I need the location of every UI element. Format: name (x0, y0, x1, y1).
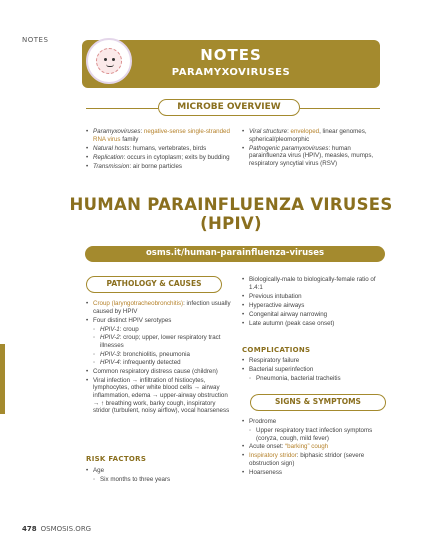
serotype-item: ◦ HPIV-2: croup; upper, lower respiratory tract illnesses (86, 334, 232, 349)
complication-item: • Respiratory failure (242, 357, 388, 365)
serotype-item: ◦ HPIV-1: croup (86, 326, 232, 334)
side-label: NOTES (22, 36, 49, 44)
divider-line (300, 108, 380, 109)
risk-item: • Biologically-male to biologically-female ratio of 1.4:1 (242, 276, 388, 291)
overview-right-list (242, 128, 388, 169)
complications-list (242, 357, 388, 384)
complication-item: • Bacterial superinfection (242, 366, 388, 374)
overview-item: • Pathogenic paramyxoviruses: human parainfluenza virus (HPIV), measles, mumps, respiratory syncytial virus (RSV) (242, 145, 388, 168)
page-number: 478 (22, 525, 37, 533)
complications-header: COMPLICATIONS (242, 346, 311, 354)
sign-item: • Acute onset: “barking” cough (242, 443, 388, 451)
footer-site: OSMOSIS.ORG (40, 525, 92, 533)
risk-sub-item: ◦ Six months to three years (86, 476, 232, 484)
overview-item: • Viral structure: enveloped, linear genomes, spherical/pleomorphic (242, 128, 388, 143)
side-accent-bar (0, 344, 5, 414)
sign-item: • Hoarseness (242, 469, 388, 477)
sign-sub-item: ◦ Upper respiratory tract infection symptoms (coryza, cough, mild fever) (242, 427, 388, 442)
page-title: HUMAN PARAINFLUENZA VIRUSES (HPIV) (69, 195, 393, 233)
risk-factors-header: RISK FACTORS (86, 455, 147, 463)
complication-sub-item: ◦ Pneumonia, bacterial tracheitis (242, 375, 388, 383)
header-subtitle: PARAMYXOVIRUSES (171, 67, 291, 78)
signs-list (242, 418, 388, 478)
risk-item: • Late autumn (peak case onset) (242, 320, 388, 328)
signs-symptoms-header: SIGNS & SYMPTOMS (250, 394, 386, 411)
divider-line (86, 108, 158, 109)
pathology-header: PATHOLOGY & CAUSES (86, 276, 222, 293)
risk-item: • Hyperactive airways (242, 302, 388, 310)
pathology-item: • Common respiratory distress cause (children) (86, 368, 232, 376)
pathology-item: • Viral infection → infiltration of histiocytes, lymphocytes, other white blood cells → airway inflammation, edema → upper-airway obstruction → ↑ breathing work, barky cough, inspiratory stridor (turbulent, noisy airflow), vocal hoarseness (86, 377, 232, 415)
microbe-overview-header: MICROBE OVERVIEW (158, 99, 300, 116)
risk-list (242, 276, 388, 329)
overview-item: • Natural hosts: humans, vertebrates, birds (86, 145, 232, 153)
overview-item: • Paramyxoviruses: negative-sense single-stranded RNA virus family (86, 128, 232, 143)
overview-item: • Transmission: air borne particles (86, 163, 232, 171)
page-footer (22, 525, 91, 533)
overview-item: • Replication: occurs in cytoplasm; exits by budding (86, 154, 232, 162)
overview-left-list (86, 128, 232, 172)
osmosis-link[interactable]: osms.it/human-parainfluenza-viruses (145, 248, 325, 258)
sign-item: • Prodrome (242, 418, 388, 426)
risk-item: • Previous intubation (242, 293, 388, 301)
risk-age-list (86, 467, 232, 485)
pathology-item: • Four distinct HPIV serotypes (86, 317, 232, 325)
serotype-item: ◦ HPIV-4: infrequently detected (86, 359, 232, 367)
risk-item: • Congenital airway narrowing (242, 311, 388, 319)
pathology-list (86, 300, 232, 416)
risk-item: • Age (86, 467, 232, 475)
header-title: NOTES (200, 46, 262, 64)
sign-item: • Inspiratory stridor: biphasic stridor (severe obstruction sign) (242, 452, 388, 467)
serotype-item: ◦ HPIV-3: bronchiolitis, pneumonia (86, 351, 232, 359)
pathology-item: • Croup (laryngotracheobronchitis): infection usually caused by HPIV (86, 300, 232, 315)
